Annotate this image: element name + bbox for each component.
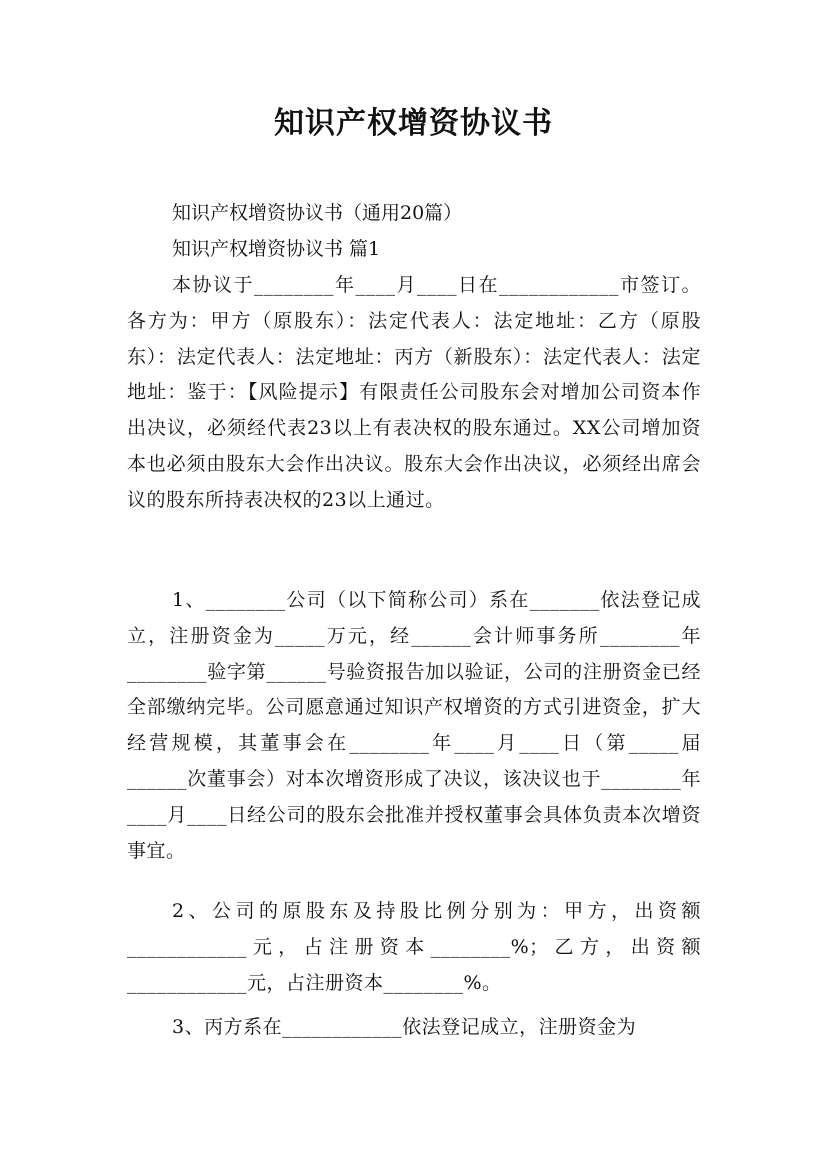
document-title: 知识产权增资协议书 — [274, 106, 553, 141]
document-subtitle: 知识产权增资协议书（通用20篇） — [172, 202, 463, 224]
paragraph-clause-3: 3、丙方系在____________依法登记成立，注册资金为 — [172, 1016, 637, 1038]
paragraph-clause-2: 2、公司的原股东及持股比例分别为：甲方，出资额____________元，占注册资本________%；乙方，出资额____________元，占注册资本________%。 — [127, 900, 701, 994]
paragraph-agreement-parties: 本协议于________年____月____日在____________市签订。各方为：甲方（原股东）：法定代表人：法定地址：乙方（原股东）：法定代表人：法定地址：丙方（新股东）：法定代表人：法定地址：鉴于：【风险提示】有限责任公司股东会对增加公司资本作出决议，必须经代表23以上有表决权的股东通过。XX公司增加资本也必须由股东大会作出决议。股东大会作出决议，必须经出席会议的股东所持表决权的23以上通过。 — [127, 274, 701, 511]
paragraph-clause-1: 1、________公司（以下简称公司）系在_______依法登记成立，注册资金为_____万元，经______会计师事务所________年________验字第______号验资报告加以验证，公司的注册资金已经全部缴纳完毕。公司愿意通过知识产权增资的方式引进资金，扩大经营规模，其董事会在________年____月____日（第_____届______次董事会）对本次增资形成了决议，该决议也于________年____月____日经公司的股东会批准并授权董事会具体负责本次增资事宜。 — [127, 589, 701, 862]
section-heading: 知识产权增资协议书 篇1 — [172, 238, 381, 260]
